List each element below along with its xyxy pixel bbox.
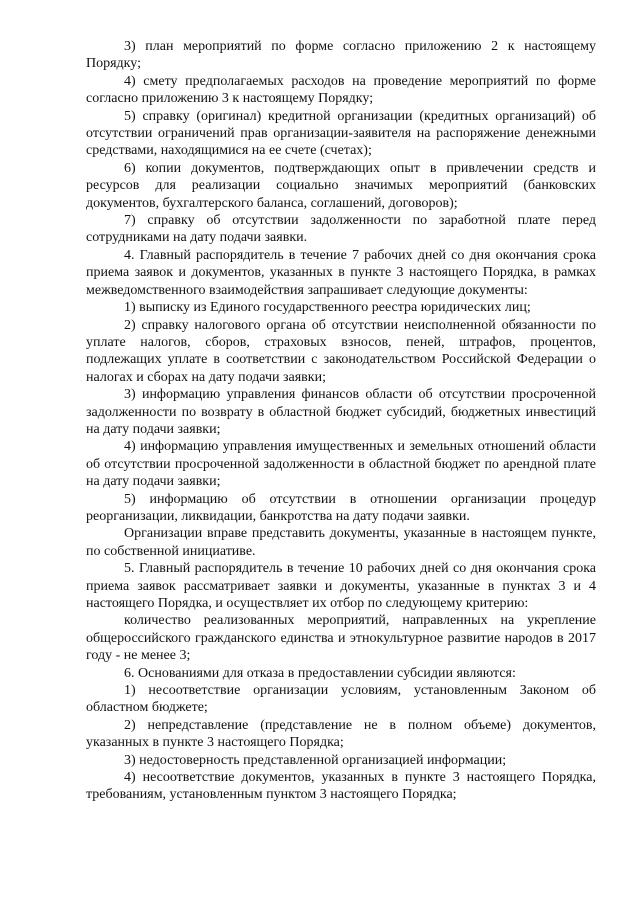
paragraph: 3) план мероприятий по форме согласно приложению 2 к настоящему Порядку; [86, 39, 596, 72]
paragraph: 5. Главный распорядитель в течение 10 рабочих дней со дня окончания срока приема заявок рассматривает заявки и документы, указанные в пунктах 3 и 4 настоящего Порядка, и осуществляет их отбор по следующему критерию: [86, 561, 596, 611]
paragraph: Организации вправе представить документы, указанные в настоящем пункте, по собственной инициативе. [86, 526, 596, 559]
paragraph: 3) информацию управления финансов области об отсутствии просроченной задолженности по возврату в областной бюджет субсидий, бюджетных инвестиций на дату подачи заявки; [86, 387, 596, 437]
paragraph: количество реализованных мероприятий, направленных на укрепление общероссийского гражданского единства и этнокультурное развитие народов в 2017 году - не менее 3; [86, 613, 596, 664]
paragraph: 5) справку (оригинал) кредитной организации (кредитных организаций) об отсутствии ограничений прав организации-заявителя на распоряжение денежными средствами, находящимися на ее счете (счетах); [86, 108, 596, 159]
paragraph: 4. Главный распорядитель в течение 7 рабочих дней со дня окончания срока приема заявок и документов, указанных в пункте 3 настоящего Порядка, в рамках межведомственного взаимодействия запрашивает следующие документы: [86, 247, 596, 298]
paragraph: 2) непредставление (представление не в полном объеме) документов, указанных в пункте 3 настоящего Порядка; [86, 717, 596, 751]
paragraph: 4) несоответствие документов, указанных в пункте 3 настоящего Порядка, требованиям, установленным пунктом 3 настоящего Порядка; [86, 770, 596, 803]
paragraph: 4) информацию управления имущественных и земельных отношений области об отсутствии просроченной задолженности в областной бюджет по арендной плате на дату подачи заявки; [86, 439, 596, 490]
paragraph: 6. Основаниями для отказа в предоставлении субсидии являются: [124, 665, 516, 681]
paragraph: 1) выписку из Единого государственного реестра юридических лиц; [124, 300, 531, 316]
paragraph: 5) информацию об отсутствии в отношении организации процедур реорганизации, ликвидации, банкротства на дату подачи заявки. [86, 491, 596, 524]
paragraph: 1) несоответствие организации условиям, установленным Законом об областном бюджете; [86, 683, 596, 716]
paragraph: 7) справку об отсутствии задолженности по заработной плате перед сотрудниками на дату подачи заявки. [86, 213, 596, 246]
paragraph: 6) копии документов, подтверждающих опыт в привлечении средств и ресурсов для реализации социально значимых мероприятий (банковских документов, бухгалтерского баланса, соглашений, договоров); [86, 160, 596, 211]
paragraph: 4) смету предполагаемых расходов на проведение мероприятий по форме согласно приложению 3 к настоящему Порядку; [86, 73, 596, 107]
document-page [86, 38, 596, 804]
paragraph: 3) недостоверность представленной организацией информации; [124, 752, 507, 768]
paragraph: 2) справку налогового органа об отсутствии неисполненной обязанности по уплате налогов, сборов, страховых взносов, пеней, штрафов, процентов, подлежащих уплате в соответствии с законодательством Российской Федерации о налогах и сборах на дату подачи заявки; [86, 317, 596, 385]
